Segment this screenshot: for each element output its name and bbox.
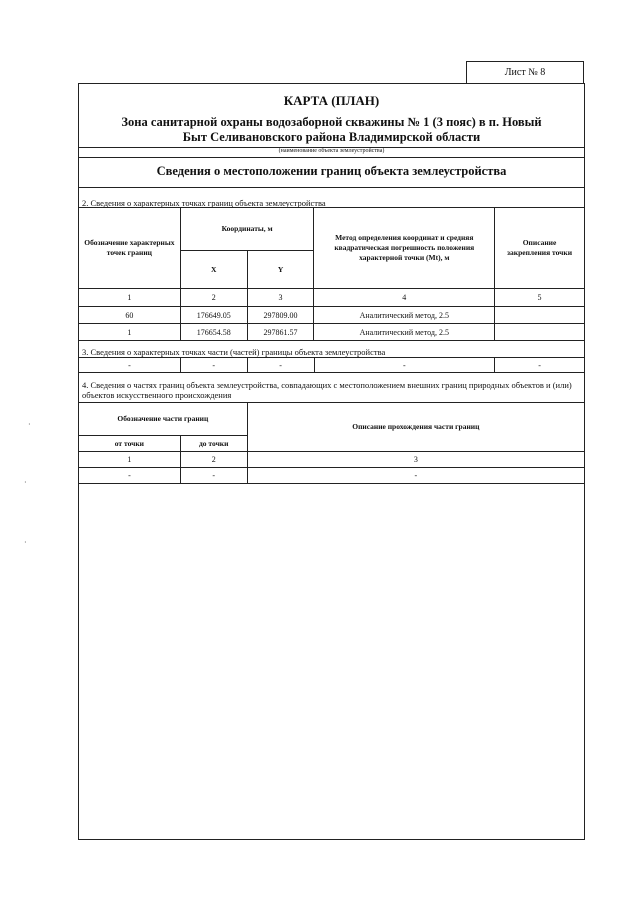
scan-mark: · bbox=[24, 538, 27, 547]
object-name bbox=[79, 115, 584, 145]
column-number: 1 bbox=[79, 452, 181, 468]
document-title: КАРТА (ПЛАН) bbox=[283, 93, 380, 108]
cell-dash: - bbox=[314, 358, 495, 373]
column-number: 4 bbox=[314, 289, 495, 307]
cell-method: Аналитический метод, 2.5 bbox=[314, 324, 495, 341]
cell-point: 60 bbox=[79, 307, 181, 324]
section-title: Сведения о местоположении границ объекта землеустройства bbox=[156, 164, 507, 178]
header-description: Описание прохождения части границ bbox=[247, 403, 584, 452]
boundary-parts-table bbox=[78, 402, 585, 484]
cell-dash: - bbox=[79, 358, 181, 373]
cell-dash: - bbox=[247, 358, 314, 373]
object-name-line-1: Зона санитарной охраны водозаборной скважины № 1 (3 пояс) в п. Новый bbox=[121, 115, 542, 129]
header-method: Метод определения координат и средняя квадратическая погрешность положения характерной точки (Mt), м bbox=[314, 208, 495, 289]
points-table bbox=[78, 207, 585, 341]
divider bbox=[79, 187, 584, 188]
header-coordinates: Координаты, м bbox=[180, 208, 314, 251]
cell-x: 176654.58 bbox=[180, 324, 247, 341]
column-number-row bbox=[79, 289, 585, 307]
sheet-number: Лист № 8 bbox=[504, 67, 546, 78]
table-row bbox=[79, 468, 585, 484]
cell-dash: - bbox=[495, 358, 585, 373]
divider bbox=[79, 157, 584, 158]
cell-fixing bbox=[495, 324, 585, 341]
header-point-designation: Обозначение характерных точек границ bbox=[79, 208, 181, 289]
column-number: 1 bbox=[79, 289, 181, 307]
cell-y: 297809.00 bbox=[247, 307, 314, 324]
table-row bbox=[79, 358, 585, 373]
header-fixing: Описание закрепления точки bbox=[495, 208, 585, 289]
table-row bbox=[79, 307, 585, 324]
sheet-number-box bbox=[466, 61, 584, 83]
cell-dash: - bbox=[180, 358, 247, 373]
cell-method: Аналитический метод, 2.5 bbox=[314, 307, 495, 324]
table-row bbox=[79, 324, 585, 341]
section-4-label: 4. Сведения о частях границ объекта землеустройства, совпадающих с местоположением внешних границ природных объектов и (или) объектов искусственного происхождения bbox=[82, 380, 572, 400]
header-from-point: от точки bbox=[79, 436, 181, 452]
column-number: 3 bbox=[247, 289, 314, 307]
column-number-row bbox=[79, 452, 585, 468]
header-y: Y bbox=[247, 251, 314, 289]
scan-mark: · bbox=[28, 420, 31, 429]
column-number: 2 bbox=[180, 289, 247, 307]
scan-mark: · bbox=[24, 478, 27, 487]
header-x: X bbox=[180, 251, 247, 289]
column-number: 2 bbox=[180, 452, 247, 468]
cell-dash: - bbox=[180, 468, 247, 484]
cell-y: 297861.57 bbox=[247, 324, 314, 341]
cell-point: 1 bbox=[79, 324, 181, 341]
header-part-designation: Обозначение части границ bbox=[79, 403, 248, 436]
object-name-line-2: Быт Селивановского района Владимирской области bbox=[182, 130, 481, 144]
header-to-point: до точки bbox=[180, 436, 247, 452]
cell-fixing bbox=[495, 307, 585, 324]
document-frame bbox=[78, 83, 585, 840]
cell-dash: - bbox=[79, 468, 181, 484]
cell-dash: - bbox=[247, 468, 584, 484]
column-number: 5 bbox=[495, 289, 585, 307]
part-points-table bbox=[78, 357, 585, 373]
object-name-caption: (наименование объекта землеустройства) bbox=[278, 148, 385, 154]
section-2-label: 2. Сведения о характерных точках границ объекта землеустройства bbox=[82, 198, 326, 208]
section-3-label: 3. Сведения о характерных точках части (частей) границы объекта землеустройства bbox=[82, 347, 386, 357]
cell-x: 176649.05 bbox=[180, 307, 247, 324]
column-number: 3 bbox=[247, 452, 584, 468]
